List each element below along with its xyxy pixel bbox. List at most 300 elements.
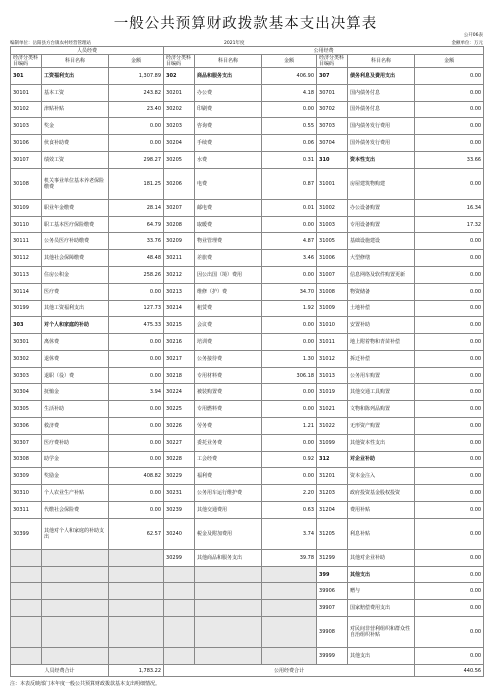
personnel-total-label: 人员经费合计: [11, 665, 109, 677]
empty-cell: [164, 566, 195, 583]
amount: 0.55: [262, 118, 317, 135]
account-name: 其他支出: [348, 648, 415, 665]
account-code: 30240: [164, 518, 195, 549]
amount: 0.00: [415, 468, 484, 485]
account-name: 因公出国（境）费用: [195, 266, 262, 283]
amount: 0.00: [415, 518, 484, 549]
table-row: [11, 233, 484, 250]
amount: 0.31: [262, 151, 317, 168]
empty-cell: [42, 648, 109, 665]
account-code: 30229: [164, 468, 195, 485]
table-row: [11, 549, 484, 566]
account-name: 救济费: [42, 418, 109, 435]
account-code: 30225: [164, 401, 195, 418]
account-code: 39907: [317, 600, 348, 617]
amount: 2.20: [262, 485, 317, 502]
account-name: 公务员医疗补助缴费: [42, 233, 109, 250]
account-name: 对企业补助: [348, 451, 415, 468]
account-code: 30309: [11, 468, 42, 485]
amount: 0.00: [109, 118, 164, 135]
account-code: 31021: [317, 401, 348, 418]
amount: 475.33: [109, 317, 164, 334]
table-row: [11, 616, 484, 647]
amount: 0.00: [415, 600, 484, 617]
table-row: [11, 583, 484, 600]
account-name: 住房公积金: [42, 266, 109, 283]
account-code: 30103: [11, 118, 42, 135]
amount: 0.00: [262, 216, 317, 233]
account-code: 31022: [317, 418, 348, 435]
amount: 23.40: [109, 101, 164, 118]
empty-cell: [195, 616, 262, 647]
compiling-unit: 编制单位：岳阳县方台镇农村经营管理站: [10, 41, 91, 46]
amount: 0.00: [415, 334, 484, 351]
account-code: 30704: [317, 135, 348, 152]
account-name: 国内债务付息: [348, 84, 415, 101]
table-row: [11, 84, 484, 101]
table-row: [11, 566, 484, 583]
account-code: 30208: [164, 216, 195, 233]
amount: 0.00: [262, 468, 317, 485]
account-name: 抚恤金: [42, 384, 109, 401]
table-row: [11, 266, 484, 283]
empty-cell: [262, 566, 317, 583]
account-name: 咨询费: [195, 118, 262, 135]
table-row: [11, 283, 484, 300]
table-row: [11, 168, 484, 199]
empty-cell: [11, 648, 42, 665]
account-code: 31205: [317, 518, 348, 549]
amount: 0.00: [415, 384, 484, 401]
account-name: 培训费: [195, 334, 262, 351]
account-name: 生活补助: [42, 401, 109, 418]
empty-cell: [42, 583, 109, 600]
account-code: 30209: [164, 233, 195, 250]
account-code: 312: [317, 451, 348, 468]
account-code: 30211: [164, 250, 195, 267]
account-code: 30310: [11, 485, 42, 502]
account-code: 39999: [317, 648, 348, 665]
account-code: 30111: [11, 233, 42, 250]
empty-cell: [109, 600, 164, 617]
account-code: 302: [164, 68, 195, 85]
amount: 33.76: [109, 233, 164, 250]
amount: 0.00: [415, 501, 484, 518]
account-code: 30301: [11, 334, 42, 351]
amount: 0.00: [415, 101, 484, 118]
report-title: 一般公共预算财政拨款基本支出决算表: [113, 16, 378, 32]
amount: 0.00: [415, 283, 484, 300]
account-name: 退休费: [42, 350, 109, 367]
table-row: [11, 401, 484, 418]
amount: 127.73: [109, 300, 164, 317]
empty-cell: [42, 616, 109, 647]
account-name: 利息补贴: [348, 518, 415, 549]
amount: 0.00: [415, 583, 484, 600]
account-code: 30202: [164, 101, 195, 118]
empty-cell: [262, 648, 317, 665]
empty-cell: [164, 583, 195, 600]
amount: 0.00: [109, 367, 164, 384]
account-code: 30112: [11, 250, 42, 267]
amount: 0.00: [109, 283, 164, 300]
account-code: 30226: [164, 418, 195, 435]
amount: 243.82: [109, 84, 164, 101]
account-code: 30108: [11, 168, 42, 199]
account-code: 30302: [11, 350, 42, 367]
account-code: 30227: [164, 434, 195, 451]
account-name: 费用补贴: [348, 501, 415, 518]
amount: 181.25: [109, 168, 164, 199]
amount: 0.92: [262, 451, 317, 468]
account-code: 31204: [317, 501, 348, 518]
account-name: 基本工资: [42, 84, 109, 101]
account-name: 办公费: [195, 84, 262, 101]
amount: 0.00: [415, 566, 484, 583]
amount: 28.14: [109, 199, 164, 216]
table-row: [11, 199, 484, 216]
amount: 0.00: [415, 84, 484, 101]
account-name: 医疗费补助: [42, 434, 109, 451]
account-code: 31008: [317, 283, 348, 300]
amount: 0.00: [109, 334, 164, 351]
empty-cell: [109, 616, 164, 647]
account-code: 30203: [164, 118, 195, 135]
account-code: 30106: [11, 135, 42, 152]
account-name: 水费: [195, 151, 262, 168]
account-code: 30239: [164, 501, 195, 518]
table-row: [11, 151, 484, 168]
account-name: 对个人和家庭的补助: [42, 317, 109, 334]
table-row: [11, 68, 484, 85]
account-code: 31006: [317, 250, 348, 267]
account-name: 房屋建筑物购建: [348, 168, 415, 199]
account-code: 30214: [164, 300, 195, 317]
amount: 0.00: [109, 501, 164, 518]
amount: 1.21: [262, 418, 317, 435]
amount: 0.00: [415, 233, 484, 250]
empty-cell: [195, 566, 262, 583]
account-name: 职工基本医疗保险缴费: [42, 216, 109, 233]
amount: 306.18: [262, 367, 317, 384]
account-code: 30702: [317, 101, 348, 118]
account-name: 无形资产购置: [348, 418, 415, 435]
account-name: 退职（役）费: [42, 367, 109, 384]
amount: 298.27: [109, 151, 164, 168]
empty-cell: [195, 600, 262, 617]
empty-cell: [11, 583, 42, 600]
amount: 0.00: [415, 401, 484, 418]
account-code: 30206: [164, 168, 195, 199]
account-name: 国内债务发行费用: [348, 118, 415, 135]
table-row: [11, 250, 484, 267]
column-header-name: 科目名称: [42, 55, 109, 68]
account-name: 委托业务费: [195, 434, 262, 451]
account-name: 印刷费: [195, 101, 262, 118]
amount: 64.79: [109, 216, 164, 233]
table-row: [11, 350, 484, 367]
account-name: 福利费: [195, 468, 262, 485]
account-name: 机关事业单位基本养老保险缴费: [42, 168, 109, 199]
account-name: 公务接待费: [195, 350, 262, 367]
amount: 406.90: [262, 68, 317, 85]
account-name: 离休费: [42, 334, 109, 351]
amount: 0.00: [415, 135, 484, 152]
empty-cell: [262, 616, 317, 647]
empty-cell: [42, 549, 109, 566]
account-name: 专用燃料费: [195, 401, 262, 418]
amount: 0.06: [262, 135, 317, 152]
column-header-amount: 金额: [109, 55, 164, 68]
account-name: 税金及附加费用: [195, 518, 262, 549]
form-number: 公开06表: [463, 33, 483, 38]
account-code: 30107: [11, 151, 42, 168]
account-code: 31299: [317, 549, 348, 566]
amount: 0.00: [262, 334, 317, 351]
table-row: [11, 451, 484, 468]
account-code: 30216: [164, 334, 195, 351]
account-name: 国外债务付息: [348, 101, 415, 118]
account-code: 399: [317, 566, 348, 583]
amount: 0.00: [262, 384, 317, 401]
account-name: 其他商品和服务支出: [195, 549, 262, 566]
amount: 34.70: [262, 283, 317, 300]
account-code: 30110: [11, 216, 42, 233]
empty-cell: [109, 648, 164, 665]
account-name: 资本金注入: [348, 468, 415, 485]
amount: 0.00: [415, 168, 484, 199]
account-code: 30218: [164, 367, 195, 384]
account-code: 31019: [317, 384, 348, 401]
table-row: [11, 518, 484, 549]
table-row: [11, 648, 484, 665]
account-name: 安置补助: [348, 317, 415, 334]
account-code: 30212: [164, 266, 195, 283]
amount: 0.00: [262, 101, 317, 118]
account-code: 39906: [317, 583, 348, 600]
account-name: 其他交通工具购置: [348, 384, 415, 401]
account-code: 30113: [11, 266, 42, 283]
account-name: 物资储备: [348, 283, 415, 300]
account-code: 30109: [11, 199, 42, 216]
amount: 0.00: [109, 135, 164, 152]
empty-cell: [195, 648, 262, 665]
account-name: 政府投资基金股权投资: [348, 485, 415, 502]
amount: 1,307.89: [109, 68, 164, 85]
account-code: 30205: [164, 151, 195, 168]
account-code: 30304: [11, 384, 42, 401]
amount: 3.94: [109, 384, 164, 401]
account-name: 会议费: [195, 317, 262, 334]
account-name: 对民间非营利组织和群众性自治组织补贴: [348, 616, 415, 647]
table-row: [11, 501, 484, 518]
account-name: 职业年金缴费: [42, 199, 109, 216]
account-code: 30228: [164, 451, 195, 468]
amount: 0.00: [415, 434, 484, 451]
amount: 0.00: [415, 68, 484, 85]
empty-cell: [109, 583, 164, 600]
account-code: 30308: [11, 451, 42, 468]
amount: 3.74: [262, 518, 317, 549]
amount: 4.18: [262, 84, 317, 101]
account-name: 津贴补贴: [42, 101, 109, 118]
amount: 0.00: [109, 418, 164, 435]
public-total-label: 公用经费合计: [164, 665, 415, 677]
column-header-amount: 金额: [262, 55, 317, 68]
account-name: 绩效工资: [42, 151, 109, 168]
amount: 0.00: [109, 451, 164, 468]
amount: 258.26: [109, 266, 164, 283]
account-code: 30307: [11, 434, 42, 451]
account-name: 公务用车购置: [348, 367, 415, 384]
account-name: 被装购置费: [195, 384, 262, 401]
account-code: 30199: [11, 300, 42, 317]
amount: 0.00: [109, 350, 164, 367]
account-code: 30114: [11, 283, 42, 300]
column-header-name: 科目名称: [195, 55, 262, 68]
account-code: 30299: [164, 549, 195, 566]
account-code: 30201: [164, 84, 195, 101]
amount: 0.00: [262, 317, 317, 334]
account-name: 资本性支出: [348, 151, 415, 168]
amount: 0.00: [415, 648, 484, 665]
amount: 0.00: [415, 616, 484, 647]
amount: 0.00: [415, 451, 484, 468]
account-name: 物业管理费: [195, 233, 262, 250]
empty-cell: [164, 616, 195, 647]
account-code: 30102: [11, 101, 42, 118]
account-code: 30207: [164, 199, 195, 216]
table-row: [11, 367, 484, 384]
account-name: 医疗费: [42, 283, 109, 300]
account-name: 其他工资福利支出: [42, 300, 109, 317]
account-name: 工会经费: [195, 451, 262, 468]
account-code: 30399: [11, 518, 42, 549]
account-name: 土地补偿: [348, 300, 415, 317]
amount-unit: 金额单位：万元: [451, 41, 483, 46]
account-name: 手续费: [195, 135, 262, 152]
account-name: 邮电费: [195, 199, 262, 216]
amount: 0.00: [415, 317, 484, 334]
account-name: 代缴社会保险费: [42, 501, 109, 518]
table-row: [11, 485, 484, 502]
empty-cell: [164, 600, 195, 617]
account-code: 307: [317, 68, 348, 85]
amount: 0.00: [262, 401, 317, 418]
amount: 0.00: [415, 549, 484, 566]
account-name: 电费: [195, 168, 262, 199]
account-name: 助学金: [42, 451, 109, 468]
amount: 408.82: [109, 468, 164, 485]
account-code: 31007: [317, 266, 348, 283]
account-code: 31011: [317, 334, 348, 351]
amount: 33.66: [415, 151, 484, 168]
empty-cell: [262, 583, 317, 600]
expenditure-table: [10, 46, 484, 677]
account-name: 拆迁补偿: [348, 350, 415, 367]
account-name: 伙食补助费: [42, 135, 109, 152]
empty-cell: [11, 600, 42, 617]
amount: 0.00: [262, 434, 317, 451]
empty-cell: [42, 600, 109, 617]
amount: 0.00: [415, 485, 484, 502]
account-name: 公务用车运行维护费: [195, 485, 262, 502]
empty-cell: [42, 566, 109, 583]
table-row: [11, 468, 484, 485]
account-name: 其他对企业补助: [348, 549, 415, 566]
account-code: 31002: [317, 199, 348, 216]
account-code: 30306: [11, 418, 42, 435]
account-code: 30311: [11, 501, 42, 518]
amount: 0.00: [415, 118, 484, 135]
amount: 3.46: [262, 250, 317, 267]
amount: 1.92: [262, 300, 317, 317]
account-code: 30701: [317, 84, 348, 101]
amount: 0.00: [415, 350, 484, 367]
account-name: 国家赔偿费用支出: [348, 600, 415, 617]
column-header-code: 经济分类科目编码: [11, 55, 42, 68]
account-code: 31203: [317, 485, 348, 502]
account-code: 30101: [11, 84, 42, 101]
account-code: 31012: [317, 350, 348, 367]
account-name: 商品和服务支出: [195, 68, 262, 85]
column-header-code: 经济分类科目编码: [164, 55, 195, 68]
account-code: 30217: [164, 350, 195, 367]
account-name: 国外债务发行费用: [348, 135, 415, 152]
table-row: [11, 418, 484, 435]
account-name: 其他交通费用: [195, 501, 262, 518]
account-code: 30231: [164, 485, 195, 502]
amount: 0.00: [109, 485, 164, 502]
account-code: 31099: [317, 434, 348, 451]
amount: 1.30: [262, 350, 317, 367]
amount: 0.00: [109, 401, 164, 418]
account-code: 30213: [164, 283, 195, 300]
account-code: 303: [11, 317, 42, 334]
amount: 4.87: [262, 233, 317, 250]
account-code: 30303: [11, 367, 42, 384]
column-header-code: 经济分类科目编码: [317, 55, 348, 68]
table-row: [11, 384, 484, 401]
account-code: 31001: [317, 168, 348, 199]
column-header-amount: 金额: [415, 55, 484, 68]
empty-cell: [262, 600, 317, 617]
table-row: [11, 434, 484, 451]
account-name: 赠与: [348, 583, 415, 600]
table-row: [11, 216, 484, 233]
table-row: [11, 101, 484, 118]
account-code: 31003: [317, 216, 348, 233]
account-name: 差旅费: [195, 250, 262, 267]
table-row: [11, 317, 484, 334]
account-name: 其他资本性支出: [348, 434, 415, 451]
account-code: 39908: [317, 616, 348, 647]
account-code: 31010: [317, 317, 348, 334]
amount: 39.78: [262, 549, 317, 566]
amount: 0.00: [262, 266, 317, 283]
account-name: 劳务费: [195, 418, 262, 435]
account-name: 奖励金: [42, 468, 109, 485]
account-name: 大型修缮: [348, 250, 415, 267]
account-code: 31009: [317, 300, 348, 317]
amount: 17.32: [415, 216, 484, 233]
account-name: 个人农业生产补贴: [42, 485, 109, 502]
amount: 62.57: [109, 518, 164, 549]
account-code: 30215: [164, 317, 195, 334]
empty-cell: [164, 648, 195, 665]
amount: 0.00: [415, 367, 484, 384]
account-name: 文物和陈列品购置: [348, 401, 415, 418]
